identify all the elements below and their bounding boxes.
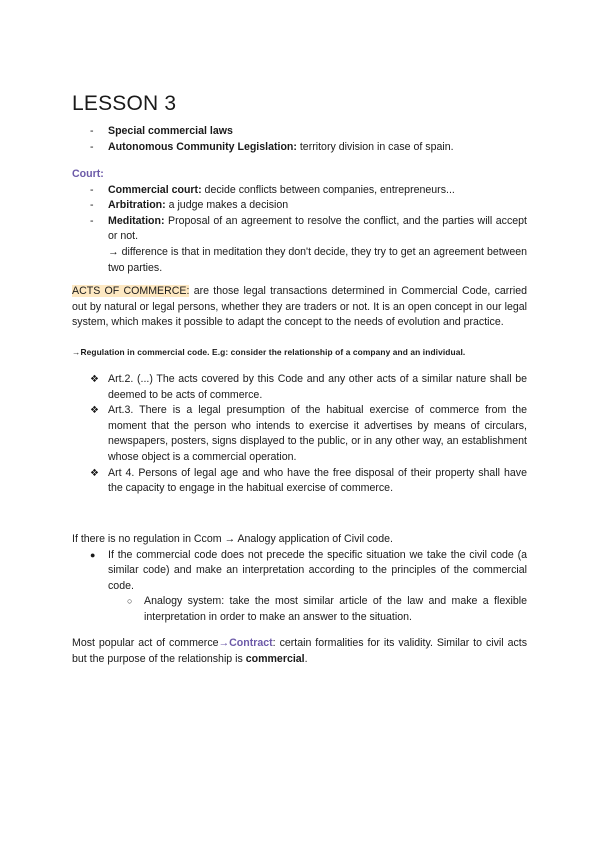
contract-word: Contract <box>229 637 273 649</box>
dash-bullet-icon: - <box>90 183 94 196</box>
list-item <box>72 183 527 199</box>
item-text: decide conflicts between companies, entrepreneurs... <box>201 183 455 196</box>
item-bold: Commercial court: <box>108 183 202 196</box>
list-item <box>72 198 527 214</box>
contract-arrow: → <box>218 637 230 649</box>
contract-bold-end: commercial <box>245 652 305 665</box>
item-text: Proposal of an agreement to resolve the conflict, and the parties will accept or not. <box>108 214 527 243</box>
item-bold: Special commercial laws <box>108 125 233 137</box>
meditation-note: → difference is that in meditation they don't decide, they try to get an agreement between two parties. <box>108 245 527 274</box>
item-bold: Meditation: <box>108 214 165 227</box>
item-bold: Arbitration: <box>108 199 166 212</box>
court-list <box>72 183 527 277</box>
analogy-sublist <box>72 594 527 625</box>
article-text: Art 4. Persons of legal age and who have the free disposal of their property shall have the capacity to engage in the habitual exercise of commerce. <box>108 466 527 495</box>
list-item <box>72 548 527 595</box>
diamond-bullet-icon: ❖ <box>90 374 99 385</box>
articles-section <box>72 372 527 497</box>
diamond-bullet-icon: ❖ <box>90 467 99 479</box>
analogy-section <box>72 532 527 626</box>
list-item <box>72 140 527 156</box>
intro-section <box>72 124 527 155</box>
acts-definition <box>72 284 527 331</box>
contract-prefix: Most popular act of commerce <box>72 637 219 649</box>
court-section <box>72 167 527 276</box>
acts-definition-text: are those legal transactions determined in Commercial Code, carried out by natural or legal persons, whether they are traders or not. It is an open concept in our legal system, which makes it possible to adapt the concept to the needs of evolution and practice. <box>72 285 527 329</box>
diamond-bullet-icon: ❖ <box>90 405 99 417</box>
list-item <box>72 466 527 497</box>
dash-bullet-icon: - <box>90 199 94 212</box>
lesson-title: LESSON 3 <box>72 92 177 115</box>
list-item <box>72 124 527 140</box>
item-text: a judge makes a decision <box>165 199 289 212</box>
intro-list <box>72 124 527 155</box>
item-text: territory division in case of spain. <box>296 140 454 153</box>
list-item <box>72 403 527 465</box>
contract-end: . <box>304 652 308 665</box>
list-item <box>72 214 527 276</box>
contract-middle: : certain formalities for its validity. Similar to civil acts but the purpose of the relationship is <box>72 637 528 665</box>
analogy-lead: If there is no regulation in Ccom → Analogy application of Civil code. <box>72 533 393 545</box>
analogy-point: If the commercial code does not precede the specific situation we take the civil code (a similar code) and make an interpretation according to the principles of the commercial code. <box>108 548 527 592</box>
article-text: Art.2. (...) The acts covered by this Code and any other acts of a similar nature shall be deemed to be acts of commerce. <box>108 373 527 401</box>
list-item <box>72 372 527 403</box>
dash-bullet-icon: - <box>90 140 94 153</box>
contract-paragraph <box>72 636 527 667</box>
list-item <box>72 594 527 625</box>
analogy-list <box>72 548 527 595</box>
item-bold: Autonomous Community Legislation: <box>108 140 297 153</box>
article-text: Art.3. There is a legal presumption of the habitual exercise of commerce from the moment that the person who intends to exercise it advertises by means of circulars, newspapers, posters, signs displayed to the public, or in any other way, an establishment whose object is a commercial operation. <box>108 404 527 463</box>
articles-list <box>72 372 527 497</box>
circle-bullet-icon: ○ <box>127 596 133 607</box>
acts-term: ACTS OF COMMERCE: <box>72 285 190 297</box>
analogy-subpoint: Analogy system: take the most similar article of the law and make a flexible interpretation in order to make an answer to the situation. <box>144 595 527 623</box>
dot-bullet-icon: ● <box>90 549 96 560</box>
court-heading: Court: <box>72 168 104 180</box>
acts-note: →Regulation in commercial code. E.g: consider the relationship of a company and an individual. <box>72 347 466 357</box>
dash-bullet-icon: - <box>90 214 94 227</box>
dash-bullet-icon: - <box>90 125 94 137</box>
